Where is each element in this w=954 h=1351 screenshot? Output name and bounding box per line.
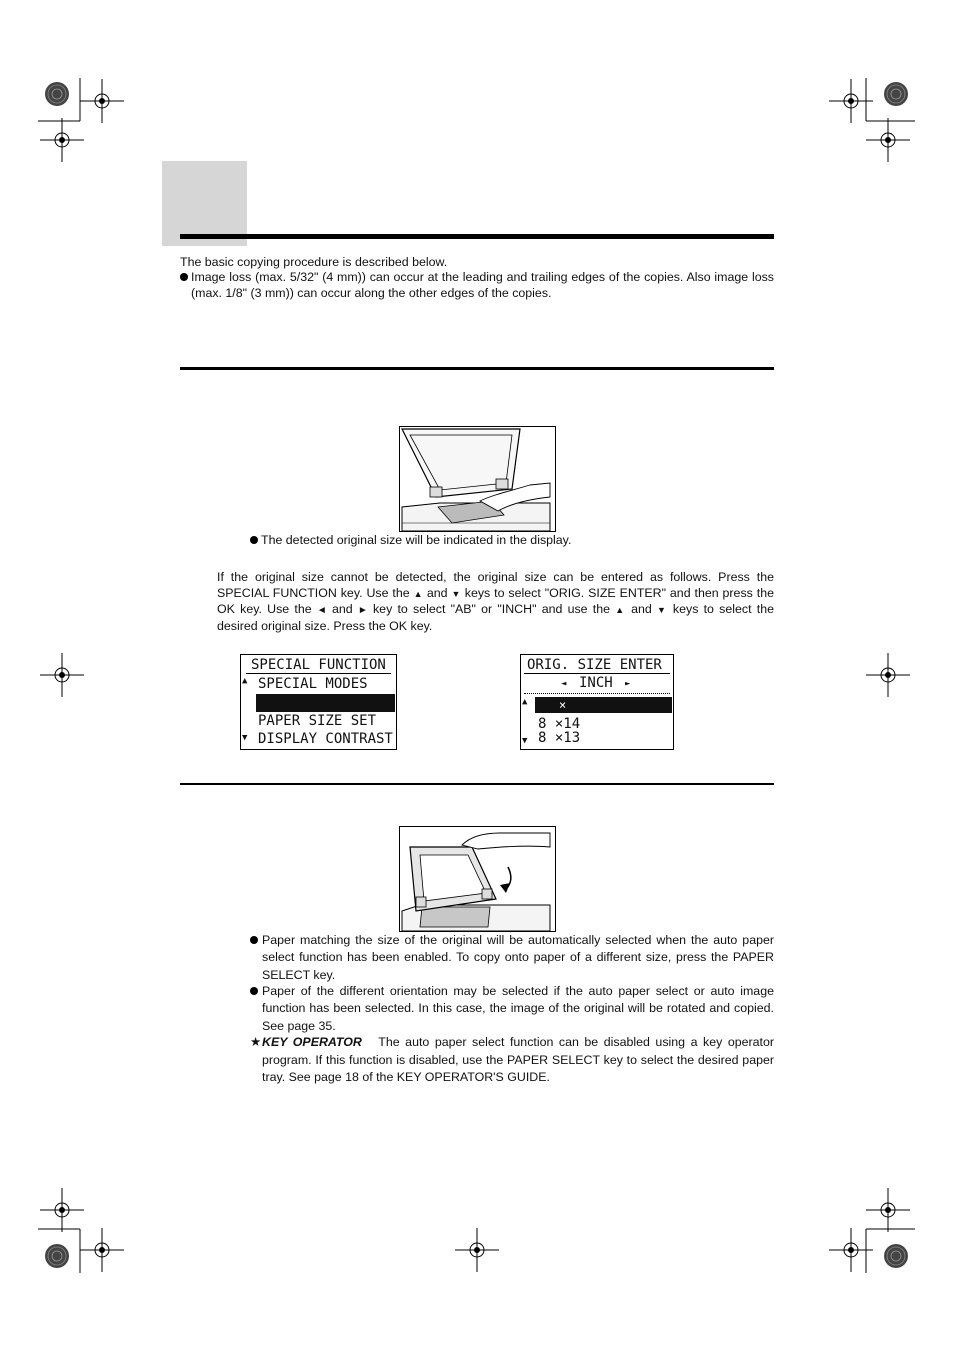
lcd-row-8x14: 8 ×14 [538, 716, 581, 732]
bullet-icon [250, 536, 258, 544]
lcd-down-arrow-icon: ▼ [522, 736, 528, 746]
key-operator-note [250, 1034, 774, 1087]
bullet-icon [250, 936, 258, 944]
lcd-title: SPECIAL FUNCTION [251, 657, 386, 673]
lcd-special-function [240, 654, 397, 750]
lcd-dotted-divider [524, 693, 670, 694]
step1-rule [180, 367, 774, 370]
bullet-icon [180, 273, 188, 281]
bullet-icon [250, 987, 258, 995]
intro-bullet-text: Image loss (max. 5/32" (4 mm)) can occur at the leading and trailing edges of the copies. Also image loss (max. 1/8" (3 mm)) can occur along the other edges of the copies. [191, 270, 774, 300]
lcd-row-paper-size-set: PAPER SIZE SET [258, 713, 377, 729]
star-icon: ★ [250, 1035, 262, 1049]
intro-line: The basic copying procedure is described below. [180, 255, 448, 269]
para-text: key to select "AB" or "INCH" and use the [367, 602, 616, 617]
lcd-orig-size-enter [520, 654, 674, 750]
lcd-down-arrow-icon: ▼ [242, 733, 248, 743]
step2-bullet-2 [250, 983, 774, 1035]
orig-size-instructions [217, 570, 774, 634]
intro-bullet [180, 269, 774, 301]
left-arrow-icon: ◄ [316, 605, 327, 617]
para-text: If the original size cannot be detected, the original size can be entered as follows. Press the SPECIAL FUNCTION key. Use the [217, 570, 774, 600]
lcd-right-arrow-icon: ► [625, 679, 631, 689]
up-arrow-icon: ▲ [615, 605, 626, 616]
up-arrow-icon: ▲ [413, 588, 423, 599]
lcd-title-underline [246, 673, 391, 674]
lcd-up-arrow-icon: ▲ [242, 676, 248, 686]
step2-bullet-2-text: Paper of the different orientation may be selected if the auto paper select or auto image function has been selected. In this case, the image of the original will be rotated and copied. See page 35. [262, 984, 774, 1033]
step2-bullet-1 [250, 932, 774, 984]
lcd-selected-row [256, 694, 395, 712]
step2-bullet-1-text: Paper matching the size of the original will be automatically selected when the auto paper select function has been enabled. To copy onto paper of a different size, press the PAPER SELECT key. [262, 933, 774, 982]
lcd-up-arrow-icon: ▲ [522, 697, 528, 707]
heading-rule [180, 234, 774, 239]
lcd-row-8x13: 8 ×13 [538, 730, 581, 746]
right-arrow-icon: ► [357, 605, 368, 617]
step1-bullet-text: The detected original size will be indicated in the display. [261, 533, 572, 547]
step2-rule [180, 783, 774, 785]
close-cover-illustration [399, 826, 556, 932]
para-text: keys to select "ORIG. SIZE ENTER" and then press the OK key. Use the [217, 585, 774, 617]
original-placement-illustration [399, 426, 556, 532]
lcd-title: ORIG. SIZE ENTER [527, 657, 662, 673]
lcd-row-special-modes: SPECIAL MODES [258, 676, 368, 692]
lcd-row-display-contrast: DISPLAY CONTRAST [258, 731, 393, 747]
down-arrow-icon: ▼ [451, 588, 461, 599]
para-text: and [625, 602, 658, 617]
lcd-left-arrow-icon: ◄ [561, 679, 567, 689]
para-text: keys to select the desired original size. Press the OK key. [217, 602, 774, 633]
step1-bullet [250, 532, 774, 548]
key-operator-label: KEY OPERATOR [262, 1035, 362, 1049]
down-arrow-icon: ▼ [657, 605, 668, 616]
lcd-mode: INCH [579, 675, 613, 691]
para-text: and [422, 585, 452, 600]
lcd-selected-value: × [559, 698, 567, 712]
para-text: and [326, 602, 358, 617]
key-operator-text: The auto paper select function can be disabled using a key operator program. If this function is disabled, use the PAPER SELECT key to select the desired paper tray. See page 18 of the KEY OPERATOR'S GUIDE. [262, 1035, 774, 1084]
